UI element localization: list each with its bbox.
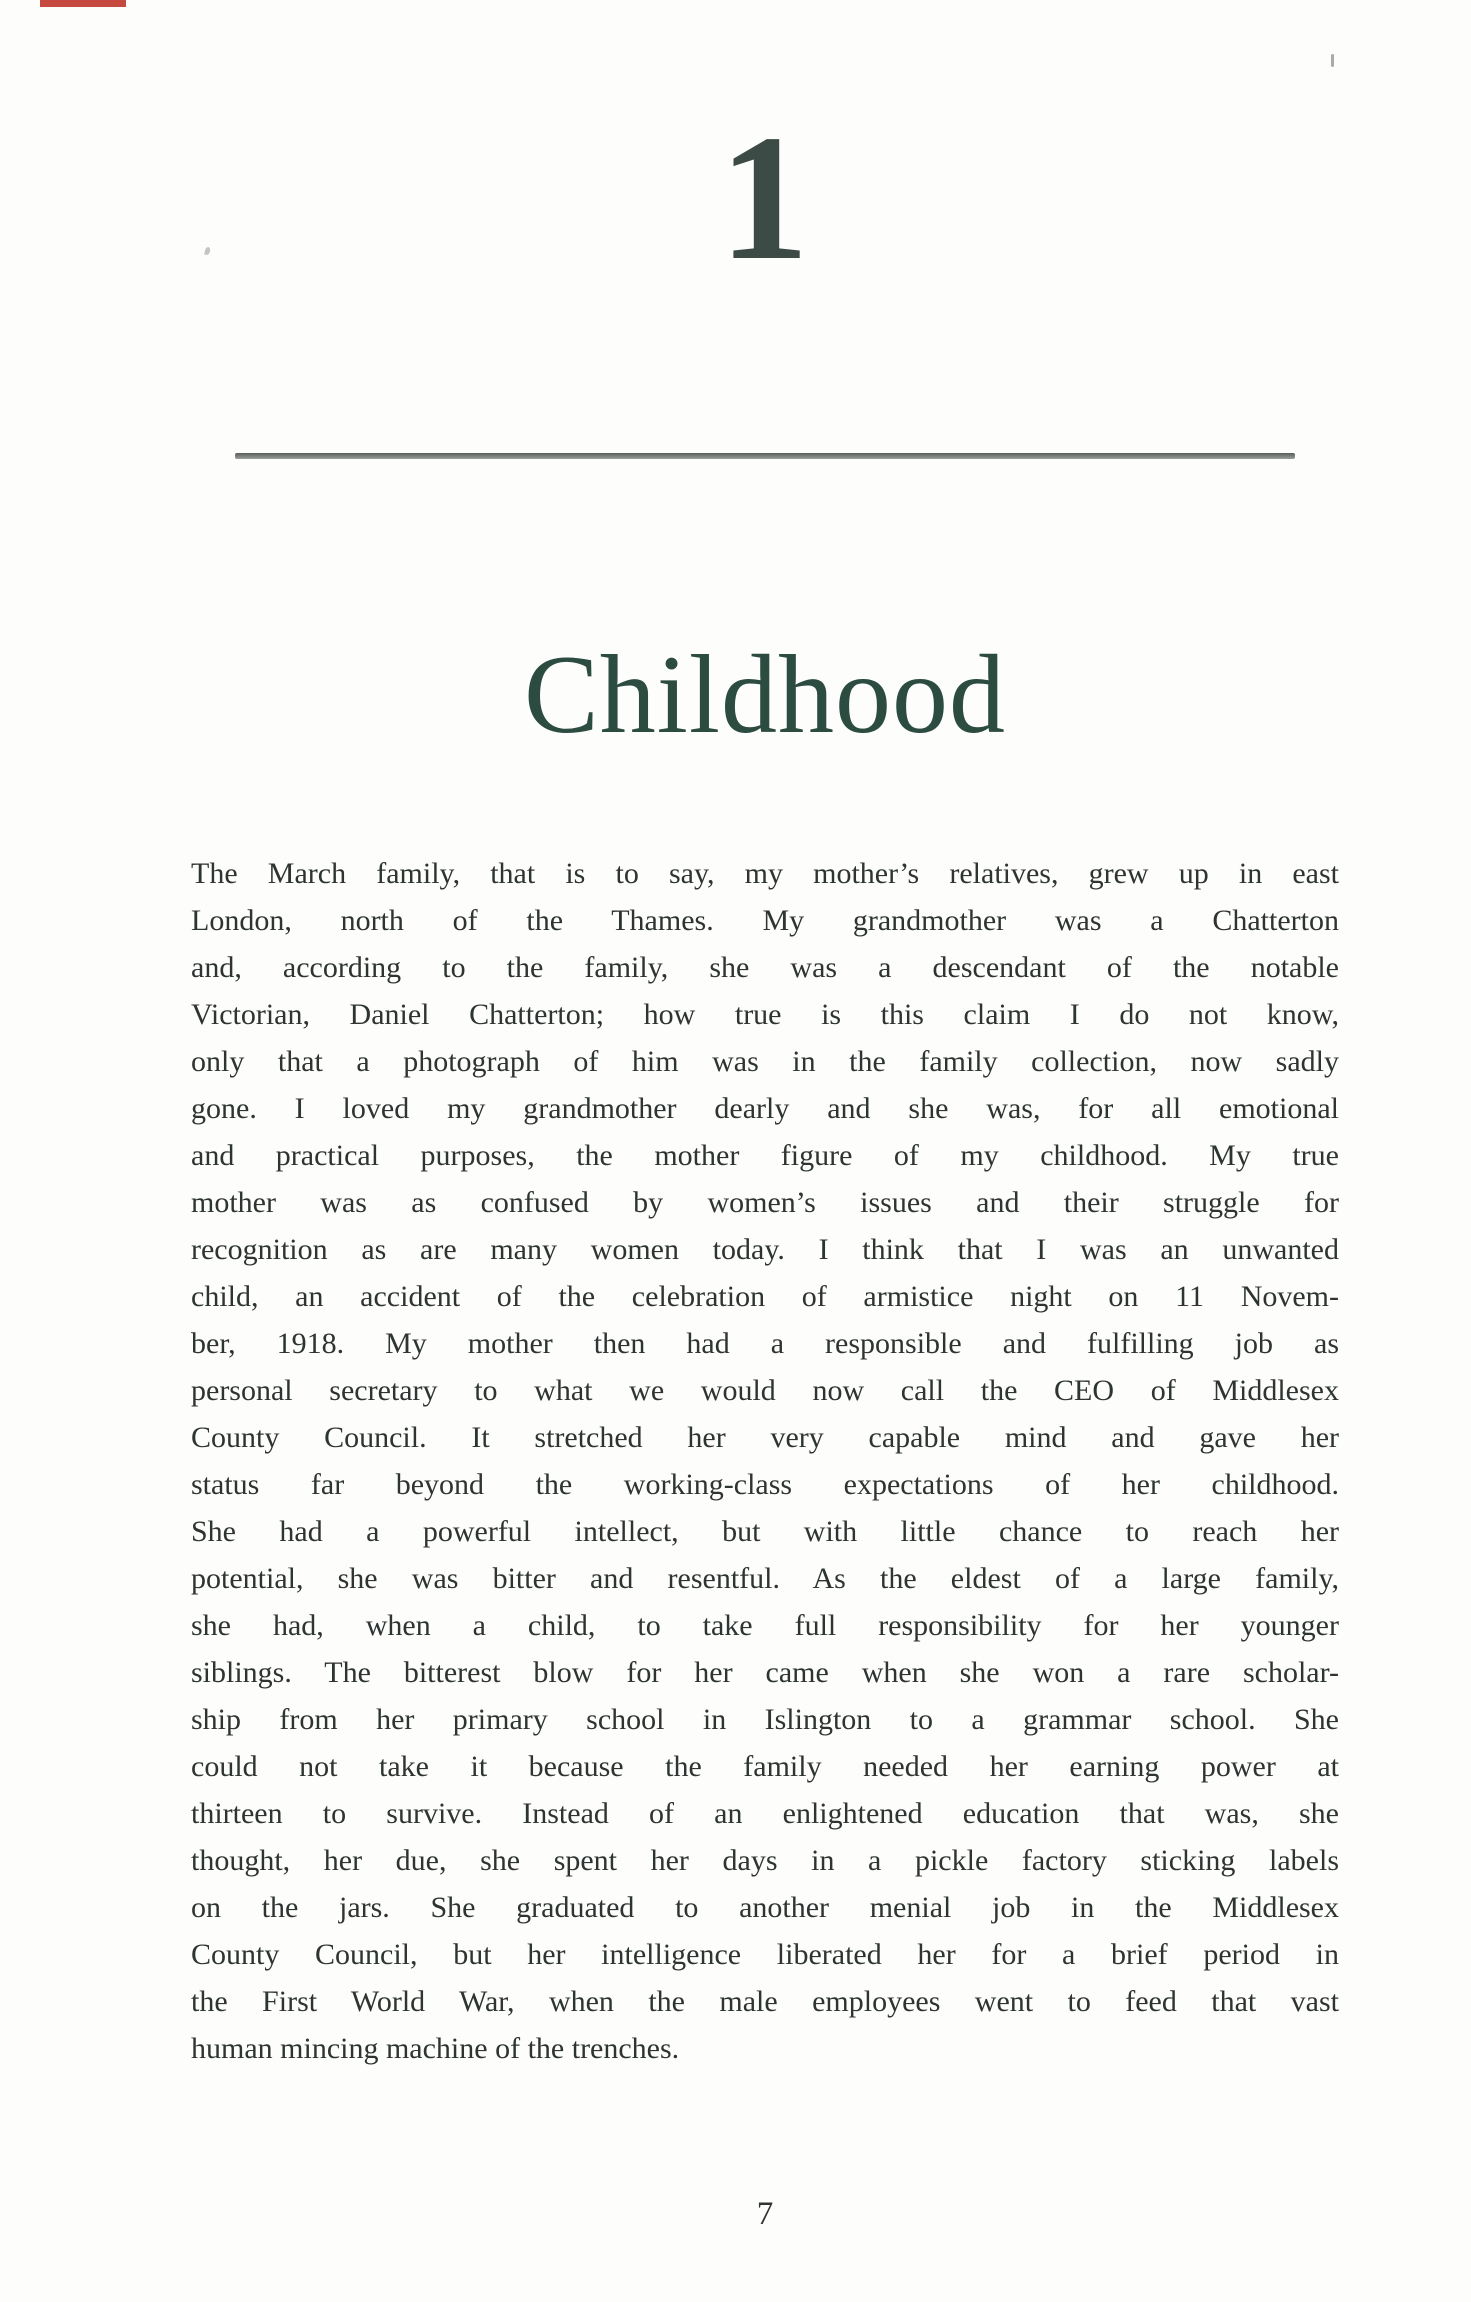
text-line: ship from her primary school in Islington to a grammar school. She [191,1703,1339,1736]
text-line: status far beyond the working-class expectations of her childhood. [191,1468,1339,1501]
text-line: thought, her due, she spent her days in a pickle factory sticking labels [191,1844,1339,1877]
text-line: human mincing machine of the trenches. [191,2032,680,2065]
text-line: gone. I loved my grandmother dearly and she was, for all emotional [191,1092,1339,1125]
text-line: London, north of the Thames. My grandmother was a Chatterton [191,904,1339,937]
body-text [191,850,1339,2072]
text-line: mother was as confused by women’s issues and their struggle for [191,1186,1339,1219]
text-line: on the jars. She graduated to another menial job in the Middlesex [191,1891,1339,1924]
text-line: ber, 1918. My mother then had a responsible and fulfilling job as [191,1327,1339,1360]
text-line: personal secretary to what we would now call the CEO of Middlesex [191,1374,1339,1407]
text-line: She had a powerful intellect, but with little chance to reach her [191,1515,1339,1548]
text-line: County Council. It stretched her very capable mind and gave her [191,1421,1339,1454]
text-line: The March family, that is to say, my mother’s relatives, grew up in east [191,857,1339,890]
text-line: and, according to the family, she was a descendant of the notable [191,951,1339,984]
text-line: the First World War, when the male employees went to feed that vast [191,1985,1339,2018]
text-line: only that a photograph of him was in the family collection, now sadly [191,1045,1339,1078]
text-line: thirteen to survive. Instead of an enlightened education that was, she [191,1797,1339,1830]
section-divider [235,453,1295,459]
page-content [191,0,1339,2302]
text-line: she had, when a child, to take full responsibility for her younger [191,1609,1339,1642]
text-line: potential, she was bitter and resentful. As the eldest of a large family, [191,1562,1339,1595]
chapter-title: Childhood [524,633,1006,757]
scan-artifact-red-strip [40,0,126,7]
text-line: Victorian, Daniel Chatterton; how true is this claim I do not know, [191,998,1339,1031]
chapter-number: 1 [719,98,811,297]
text-line: and practical purposes, the mother figure of my childhood. My true [191,1139,1339,1172]
page-number: 7 [756,2196,774,2232]
text-line: siblings. The bitterest blow for her came when she won a rare scholar- [191,1656,1339,1689]
text-line: could not take it because the family needed her earning power at [191,1750,1339,1783]
text-line: recognition as are many women today. I think that I was an unwanted [191,1233,1339,1266]
text-line: child, an accident of the celebration of armistice night on 11 Novem- [191,1280,1339,1313]
text-line: County Council, but her intelligence liberated her for a brief period in [191,1938,1339,1971]
